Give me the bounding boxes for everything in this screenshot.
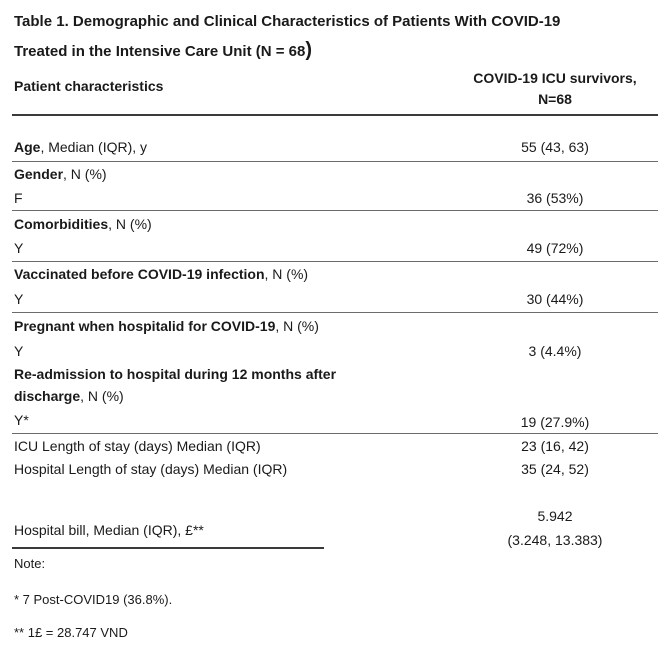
- row-vaccinated-label-bold: Vaccinated before COVID-19 infection: [14, 266, 265, 282]
- row-hospital-bill-value-line-2: (3.248, 13.383): [507, 532, 603, 548]
- row-comorbidities-rule: [12, 261, 658, 262]
- row-readmission-label-rest: , N (%): [80, 388, 124, 404]
- row-comorbidities-sub: Y: [14, 240, 24, 256]
- row-hospital-bill-value-line-1: 5.942: [537, 508, 573, 524]
- row-vaccinated-value: 30 (44%): [526, 291, 584, 307]
- row-readmission-sub: Y*: [14, 412, 29, 428]
- row-age-label-bold: Age: [14, 139, 41, 155]
- note-heading: Note:: [14, 556, 46, 571]
- row-age-rule: [12, 161, 658, 162]
- header-bottom-rule: [12, 114, 658, 116]
- row-hospital-los-value: 35 (24, 52): [521, 461, 589, 477]
- row-gender-label-rest: , N (%): [63, 166, 107, 182]
- row-gender-sub: F: [14, 190, 23, 206]
- row-gender-label-bold: Gender: [14, 166, 64, 182]
- row-hospital-los-label: Hospital Length of stay (days) Median (IQR): [14, 461, 288, 477]
- row-pregnant-label-bold: Pregnant when hospitalid for COVID-19: [14, 318, 276, 334]
- row-gender-rule: [12, 210, 658, 211]
- row-readmission-label-bold: discharge: [14, 388, 81, 404]
- header-patient-characteristics: Patient characteristics: [14, 78, 164, 94]
- row-gender-value: 36 (53%): [526, 190, 584, 206]
- header-icu-survivors-line-1: COVID-19 ICU survivors,: [473, 70, 637, 86]
- header-icu-survivors-line-2: N=68: [538, 91, 572, 107]
- row-pregnant-label-rest: , N (%): [275, 318, 319, 334]
- row-age-label-rest: , Median (IQR), y: [40, 139, 148, 155]
- row-vaccinated-label-rest: , N (%): [264, 266, 309, 282]
- row-icu-los-value: 23 (16, 42): [521, 438, 589, 454]
- row-readmission-label-line-2: [14, 386, 124, 406]
- table-bottom-rule: [12, 547, 324, 549]
- row-readmission-value: 19 (27.9%): [520, 414, 590, 430]
- header-icu-survivors: [455, 68, 655, 110]
- row-readmission-rule: [12, 433, 658, 434]
- table-title-closing-paren: ): [305, 39, 313, 61]
- row-age-label: [14, 137, 147, 157]
- row-vaccinated-sub: Y: [14, 291, 24, 307]
- table-title-line-2: [14, 36, 659, 66]
- row-gender-label: [14, 164, 107, 184]
- row-age-value: 55 (43, 63): [521, 139, 589, 155]
- row-comorbidities-label-bold: Comorbidities: [14, 216, 109, 232]
- note-2: ** 1£ = 28.747 VND: [14, 625, 128, 640]
- row-vaccinated-label: [14, 264, 308, 284]
- row-comorbidities-label-rest: , N (%): [108, 216, 152, 232]
- row-readmission-label-line-1: Re-admission to hospital during 12 months after: [14, 366, 337, 382]
- table-title-line-1: Table 1. Demographic and Clinical Characteristics of Patients With COVID-19: [14, 13, 561, 30]
- row-vaccinated-rule: [12, 312, 658, 313]
- table-title-line-2-text: Treated in the Intensive Care Unit (N = 68: [14, 43, 306, 60]
- row-comorbidities-value: 49 (72%): [526, 240, 584, 256]
- row-icu-los-label: ICU Length of stay (days) Median (IQR): [14, 438, 261, 454]
- note-1: * 7 Post-COVID19 (36.8%).: [14, 592, 173, 607]
- row-comorbidities-label: [14, 214, 152, 234]
- row-pregnant-value: 3 (4.4%): [528, 343, 582, 359]
- row-pregnant-sub: Y: [14, 343, 24, 359]
- row-pregnant-label: [14, 316, 319, 336]
- table-title: [14, 8, 659, 66]
- row-hospital-bill-label: Hospital bill, Median (IQR), £**: [14, 522, 204, 538]
